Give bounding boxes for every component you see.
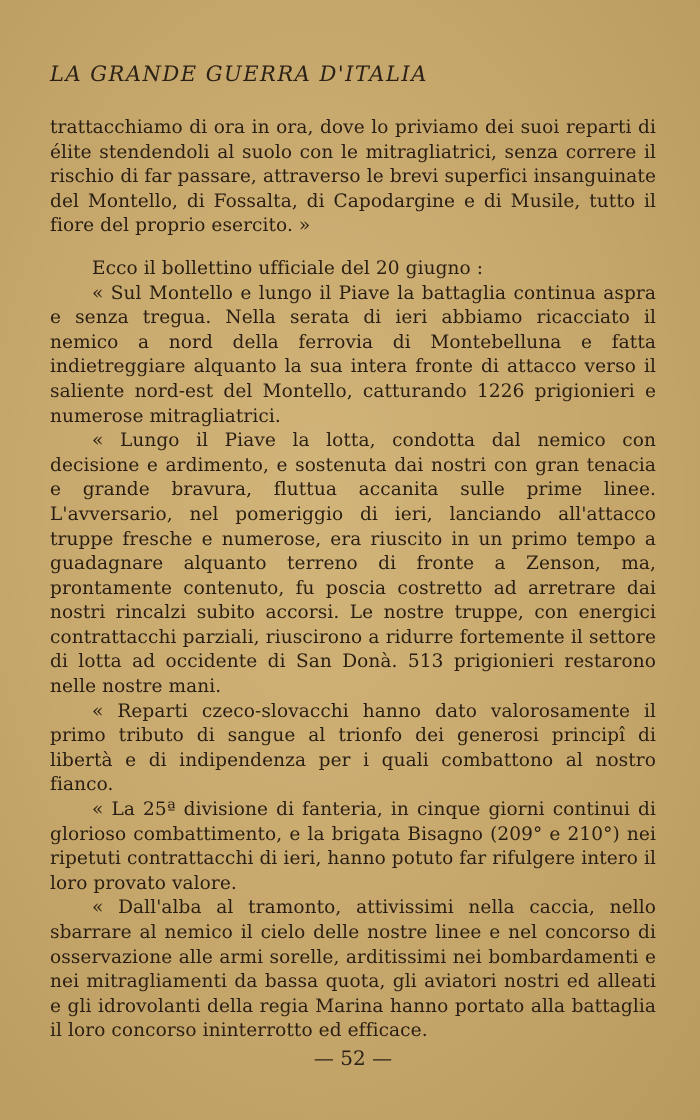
paragraph-continued: trattacchiamo di ora in ora, dove lo priviamo dei suoi reparti di élite stendendoli al suolo con le mitragliatrici, senza correre il rischio di far passare, attraverso le brevi superfici insanguinate del Montello, di Fossalta, di Capodargine e di Musile, tutto il fiore del proprio esercito. » <box>50 117 656 237</box>
paragraph-25th-division: « La 25ª divisione di fanteria, in cinque giorni continui di glorioso combattimento, e la brigata Bisagno (209° e 210°) nei ripetuti contrattacchi di ieri, hanno potuto far rifulgere intero il loro provato valore. <box>50 799 656 894</box>
paragraph-czechoslovak: « Reparti czeco-slovacchi hanno dato valorosamente il primo tributo di sangue al trionfo dei generosi principî di libertà e di indipendenza per i quali combattono al nostro fianco. <box>50 700 656 796</box>
paragraph-bulletin-intro: Ecco il bollettino ufficiale del 20 giugno : <box>92 257 484 279</box>
paragraph-piave: « Lungo il Piave la lotta, condotta dal nemico con decisione e ardimento, e sostenuta dai nostri con gran tenacia e grande bravura, fluttua accanita sulle prime linee. L'avversario, nel pomeriggio di ieri, lanciando all'attacco truppe fresche e numerose, era riuscito in un primo tempo a guadagnare alquanto terreno di fronte a Zenson, ma, prontamente contenuto, fu poscia costretto ad arretrare dai nostri rincalzi subito accorsi. Le nostre truppe, con energici contrattacchi parziali, riuscirono a ridurre fortemente il settore di lotta ad occidente di San Donà. 513 prigionieri restarono nelle nostre mani. <box>50 430 656 698</box>
body-text <box>50 116 656 1044</box>
running-title: LA GRANDE GUERRA D'ITALIA <box>50 62 428 86</box>
paragraph-montello: « Sul Montello e lungo il Piave la battaglia continua aspra e senza tregua. Nella serata di ieri abbiamo ricacciato il nemico a nord della ferrovia di Montebelluna e fatta indietreggiare alquanto la sua intera fronte di attacco verso il saliente nord-est del Montello, catturando 1226 prigionieri e numerose mitragliatrici. <box>50 282 656 427</box>
paragraph-aviators: « Dall'alba al tramonto, attivissimi nella caccia, nello sbarrare al nemico il cielo delle nostre linee e nel concorso di osservazione alle armi sorelle, arditissimi nei bombardamenti e nei mitragliamenti da bassa quota, gli aviatori nostri ed alleati e gli idrovolanti della regia Marina hanno portato alla battaglia il loro concorso ininterrotto ed efficace. <box>50 897 656 1042</box>
page-number: — 52 — <box>313 1046 393 1070</box>
book-page <box>50 0 658 1120</box>
